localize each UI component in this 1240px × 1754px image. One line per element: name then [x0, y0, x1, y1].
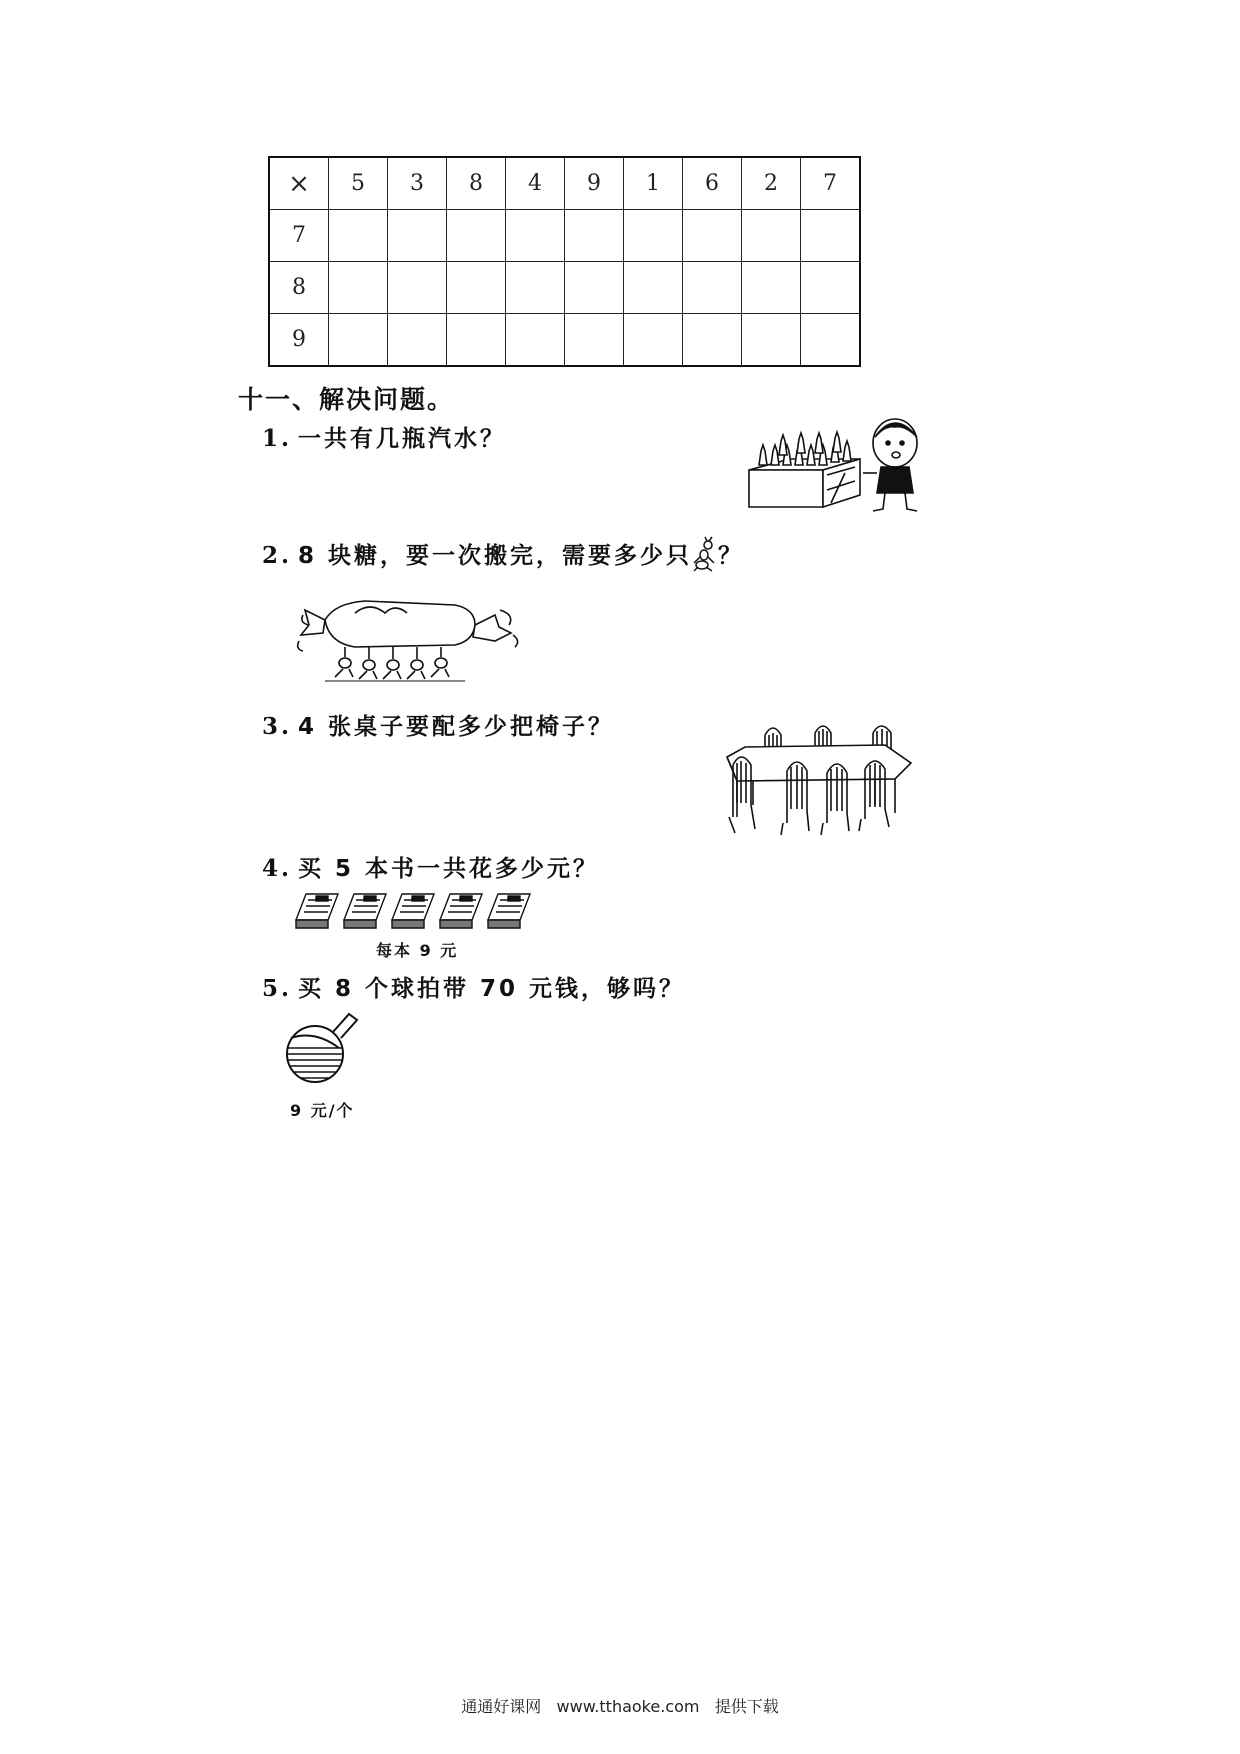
table-row — [269, 262, 860, 314]
question-number: 4. — [262, 855, 293, 882]
multiplication-table — [268, 156, 861, 367]
question-text: 4 张桌子要配多少把椅子？ — [298, 714, 615, 740]
answer-cell[interactable] — [506, 262, 565, 314]
answer-cell[interactable] — [388, 262, 447, 314]
answer-cell[interactable] — [506, 314, 565, 367]
footer-note: 提供下载 — [714, 1697, 779, 1716]
answer-cell[interactable] — [624, 314, 683, 367]
question-1 — [262, 420, 506, 453]
answer-cell[interactable] — [447, 314, 506, 367]
question-4 — [262, 850, 599, 883]
question-text: 8 块糖，要一次搬完，需要多少只 — [298, 543, 693, 569]
ant-inline-icon — [692, 541, 718, 571]
question-number: 2. — [262, 542, 293, 569]
answer-cell[interactable] — [683, 210, 742, 262]
answer-cell[interactable] — [683, 262, 742, 314]
question-suffix: ？ — [718, 543, 745, 569]
answer-cell[interactable] — [742, 210, 801, 262]
table-header-cell: 1 — [624, 157, 683, 210]
paddle-price-caption: 9 元/个 — [290, 1101, 355, 1120]
question-text: 一共有几瓶汽水？ — [298, 426, 507, 452]
table-chairs-illustration — [725, 705, 915, 835]
footer — [0, 1694, 1240, 1717]
answer-cell[interactable] — [388, 314, 447, 367]
table-header-cell: 9 — [565, 157, 624, 210]
candy-ants-illustration — [295, 585, 525, 685]
question-3 — [262, 708, 614, 741]
section-title: 十一、解决问题。 — [238, 385, 455, 414]
soda-crate-boy-illustration — [745, 415, 925, 515]
question-text: 买 8 个球拍带 70 元钱，够吗？ — [298, 976, 686, 1002]
table-header-cell: 6 — [683, 157, 742, 210]
answer-cell[interactable] — [447, 262, 506, 314]
table-header-cell: 2 — [742, 157, 801, 210]
table-row — [269, 314, 860, 367]
answer-cell[interactable] — [565, 262, 624, 314]
answer-cell[interactable] — [388, 210, 447, 262]
answer-cell[interactable] — [801, 210, 861, 262]
table-header-row — [269, 157, 860, 210]
answer-cell[interactable] — [565, 210, 624, 262]
question-number: 1. — [262, 425, 293, 452]
question-5 — [262, 970, 685, 1003]
footer-site-name: 通通好课网 — [461, 1697, 542, 1716]
footer-url[interactable]: www.tthaoke.com — [556, 1697, 700, 1716]
table-header-cell: 8 — [447, 157, 506, 210]
answer-cell[interactable] — [329, 210, 388, 262]
answer-cell[interactable] — [565, 314, 624, 367]
answer-cell[interactable] — [683, 314, 742, 367]
question-2 — [262, 537, 744, 571]
answer-cell[interactable] — [742, 314, 801, 367]
table-corner-cell: × — [269, 157, 329, 210]
table-header-cell: 3 — [388, 157, 447, 210]
answer-cell[interactable] — [624, 262, 683, 314]
table-row-header: 9 — [269, 314, 329, 367]
answer-cell[interactable] — [742, 262, 801, 314]
table-row-header: 7 — [269, 210, 329, 262]
answer-cell[interactable] — [624, 210, 683, 262]
answer-cell[interactable] — [329, 314, 388, 367]
answer-cell[interactable] — [801, 314, 861, 367]
books-illustration — [292, 890, 532, 930]
answer-cell[interactable] — [447, 210, 506, 262]
table-row — [269, 210, 860, 262]
question-text: 买 5 本书一共花多少元？ — [298, 856, 600, 882]
answer-cell[interactable] — [506, 210, 565, 262]
book-price-caption: 每本 9 元 — [376, 941, 459, 960]
question-number: 5. — [262, 975, 293, 1002]
paddle-illustration — [285, 1008, 365, 1088]
table-header-cell: 4 — [506, 157, 565, 210]
table-row-header: 8 — [269, 262, 329, 314]
table-header-cell: 5 — [329, 157, 388, 210]
answer-cell[interactable] — [801, 262, 861, 314]
question-number: 3. — [262, 713, 293, 740]
table-header-cell: 7 — [801, 157, 861, 210]
answer-cell[interactable] — [329, 262, 388, 314]
